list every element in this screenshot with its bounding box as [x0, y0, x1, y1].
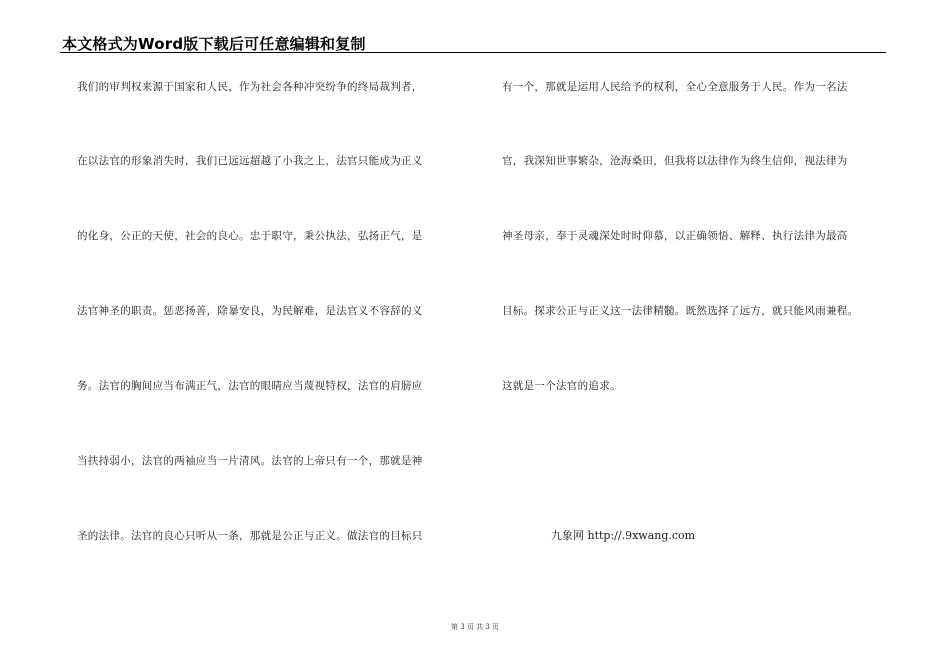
text-line: 法官神圣的职责。惩恶扬善，除暴安良，为民解难，是法官义不容辞的义: [77, 305, 423, 317]
header-divider: [60, 52, 886, 53]
text-line: 在以法官的形象消失时，我们已远远超越了小我之上，法官只能成为正义: [77, 155, 423, 167]
text-line: 官，我深知世事繁杂，沧海桑田，但我将以法律作为终生信仰，视法律为: [502, 155, 848, 167]
text-line: 有一个，那就是运用人民给予的权利，全心全意服务于人民。作为一名法: [502, 81, 848, 93]
text-line: 神圣母亲，奉于灵魂深处时时仰慕，以正确领悟、解释、执行法律为最高: [502, 230, 848, 242]
text-line: 圣的法律。法官的良心只听从一条，那就是公正与正义。做法官的目标只: [77, 530, 423, 542]
source-note: 九象网 http://.9xwang.com: [551, 529, 696, 542]
text-line: 我们的审判权来源于国家和人民，作为社会各种冲突纷争的终局裁判者，: [77, 81, 423, 93]
text-line: 务。法官的胸间应当布满正气，法官的眼睛应当蔑视特权，法官的肩膀应: [77, 380, 423, 392]
text-line: 的化身，公正的天使，社会的良心。忠于职守，秉公执法，弘扬正气，是: [77, 230, 423, 242]
text-line: 当扶持弱小，法官的两袖应当一片清风。法官的上帝只有一个，那就是神: [77, 455, 423, 467]
text-line: 这就是一个法官的追求。: [502, 380, 621, 392]
page-number: 第 3 页 共 3 页: [450, 623, 500, 631]
header-title: 本文格式为Word版下载后可任意编辑和复制: [62, 35, 366, 53]
text-line: 目标。探求公正与正义这一法律精髓。既然选择了远方，就只能风雨兼程。: [502, 305, 859, 317]
